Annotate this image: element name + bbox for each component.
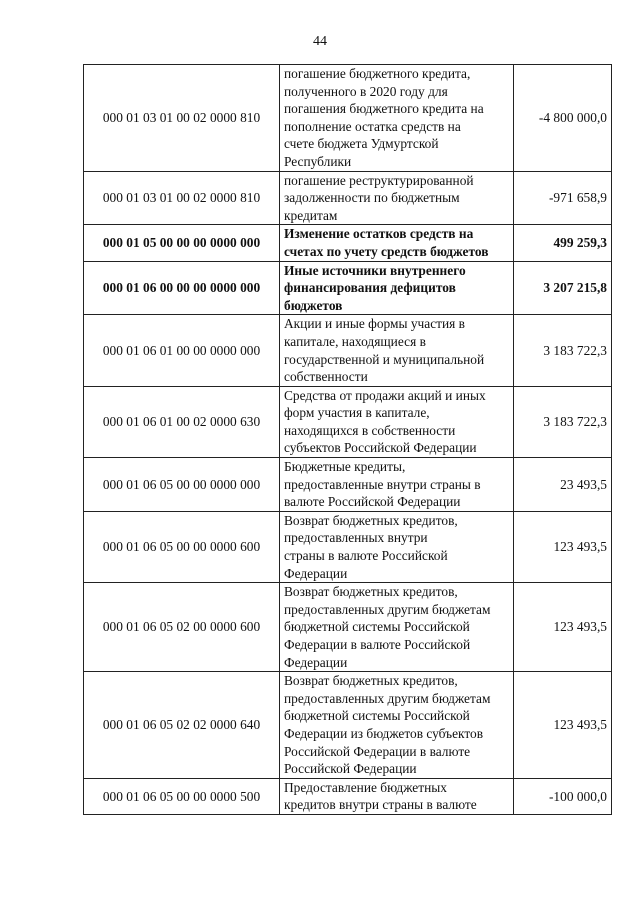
budget-code-cell: 000 01 03 01 00 02 0000 810 [84, 65, 280, 172]
description-cell [280, 778, 514, 814]
description-line: находящихся в собственности [284, 422, 456, 438]
description-line: Российской Федерации [284, 761, 417, 777]
amount-cell: -4 800 000,0 [514, 65, 612, 172]
description-cell [280, 672, 514, 779]
amount-cell: 3 207 215,8 [514, 261, 612, 315]
amount-cell: 499 259,3 [514, 225, 612, 261]
table-row [84, 778, 612, 814]
description-line: счете бюджета Удмуртской [284, 136, 439, 152]
description-line: Акции и иные формы участия в [284, 316, 466, 332]
description-line: предоставленных внутри [284, 530, 428, 546]
table-row [84, 458, 612, 512]
budget-sources-table [83, 64, 612, 815]
amount-cell: 123 493,5 [514, 583, 612, 672]
description-line: кредитов внутри страны в валюте [284, 797, 477, 813]
budget-code-cell: 000 01 06 01 00 00 0000 000 [84, 315, 280, 386]
description-line: бюджетной системы Российской [284, 708, 470, 724]
description-line: Иные источники внутреннего [284, 262, 466, 278]
description-cell [280, 315, 514, 386]
description-line: задолженности по бюджетным [284, 190, 460, 206]
budget-code-cell: 000 01 06 05 00 00 0000 500 [84, 778, 280, 814]
description-line: страны в валюте Российской [284, 548, 448, 564]
description-line: Федерации из бюджетов субъектов [284, 725, 484, 741]
description-line: предоставленных другим бюджетам [284, 690, 491, 706]
description-cell [280, 511, 514, 582]
page-number: 44 [313, 34, 327, 49]
description-line: Федерации в валюте Российской [284, 637, 471, 652]
description-line: Бюджетные кредиты, [284, 459, 406, 475]
description-line: пополнение остатка средств на [284, 118, 461, 134]
description-line: погашение бюджетного кредита, [284, 66, 471, 81]
description-line: полученного в 2020 году для [284, 83, 448, 99]
table-row [84, 261, 612, 315]
description-line: предоставленных другим бюджетам [284, 601, 491, 617]
description-cell [280, 171, 514, 225]
description-line: Возврат бюджетных кредитов, [284, 673, 458, 689]
table-row [84, 672, 612, 779]
description-cell [280, 225, 514, 261]
description-cell [280, 65, 514, 172]
amount-cell: 23 493,5 [514, 458, 612, 512]
table-row [84, 315, 612, 386]
description-line: валюте Российской Федерации [284, 494, 461, 510]
description-line: Федерации [284, 565, 348, 581]
table-row [84, 386, 612, 457]
description-line: Республики [284, 153, 352, 169]
budget-code-cell: 000 01 06 01 00 02 0000 630 [84, 386, 280, 457]
table-row [84, 511, 612, 582]
description-line: Изменение остатков средств на [284, 226, 474, 242]
budget-code-cell: 000 01 06 05 00 00 0000 600 [84, 511, 280, 582]
description-line: счетах по учету средств бюджетов [284, 243, 489, 259]
description-line: бюджетов [284, 297, 343, 313]
description-line: государственной и муниципальной [284, 351, 485, 367]
description-line: Федерации [284, 654, 348, 670]
description-line: субъектов Российской Федерации [284, 440, 477, 456]
table-row [84, 583, 612, 672]
description-line: погашение реструктурированной [284, 172, 474, 188]
description-line: бюджетной системы Российской [284, 619, 470, 635]
budget-code-cell: 000 01 06 05 02 02 0000 640 [84, 672, 280, 779]
table-row [84, 65, 612, 172]
description-cell [280, 458, 514, 512]
description-line: Российской Федерации в валюте [284, 743, 471, 759]
description-line: собственности [284, 369, 368, 385]
budget-code-cell: 000 01 03 01 00 02 0000 810 [84, 171, 280, 225]
description-line: погашения бюджетного кредита на [284, 101, 484, 117]
budget-code-cell: 000 01 06 05 00 00 0000 000 [84, 458, 280, 512]
budget-code-cell: 000 01 06 00 00 00 0000 000 [84, 261, 280, 315]
budget-code-cell: 000 01 05 00 00 00 0000 000 [84, 225, 280, 261]
table-body [84, 65, 612, 815]
description-cell [280, 261, 514, 315]
amount-cell: -100 000,0 [514, 778, 612, 814]
amount-cell: 123 493,5 [514, 672, 612, 779]
table-row [84, 171, 612, 225]
description-line: Возврат бюджетных кредитов, [284, 512, 458, 528]
amount-cell: 3 183 722,3 [514, 386, 612, 457]
amount-cell: 123 493,5 [514, 511, 612, 582]
description-line: кредитам [284, 207, 338, 223]
description-line: Предоставление бюджетных [284, 779, 447, 795]
description-line: предоставленные внутри страны в [284, 476, 481, 492]
budget-code-cell: 000 01 06 05 02 00 0000 600 [84, 583, 280, 672]
description-line: форм участия в капитале, [284, 405, 430, 421]
amount-cell: -971 658,9 [514, 171, 612, 225]
table-row [84, 225, 612, 261]
description-line: капитале, находящиеся в [284, 333, 426, 349]
description-line: Возврат бюджетных кредитов, [284, 584, 458, 600]
description-line: финансирования дефицитов [284, 280, 456, 296]
description-cell [280, 583, 514, 672]
description-line: Средства от продажи акций и иных [284, 387, 486, 403]
description-cell [280, 386, 514, 457]
amount-cell: 3 183 722,3 [514, 315, 612, 386]
